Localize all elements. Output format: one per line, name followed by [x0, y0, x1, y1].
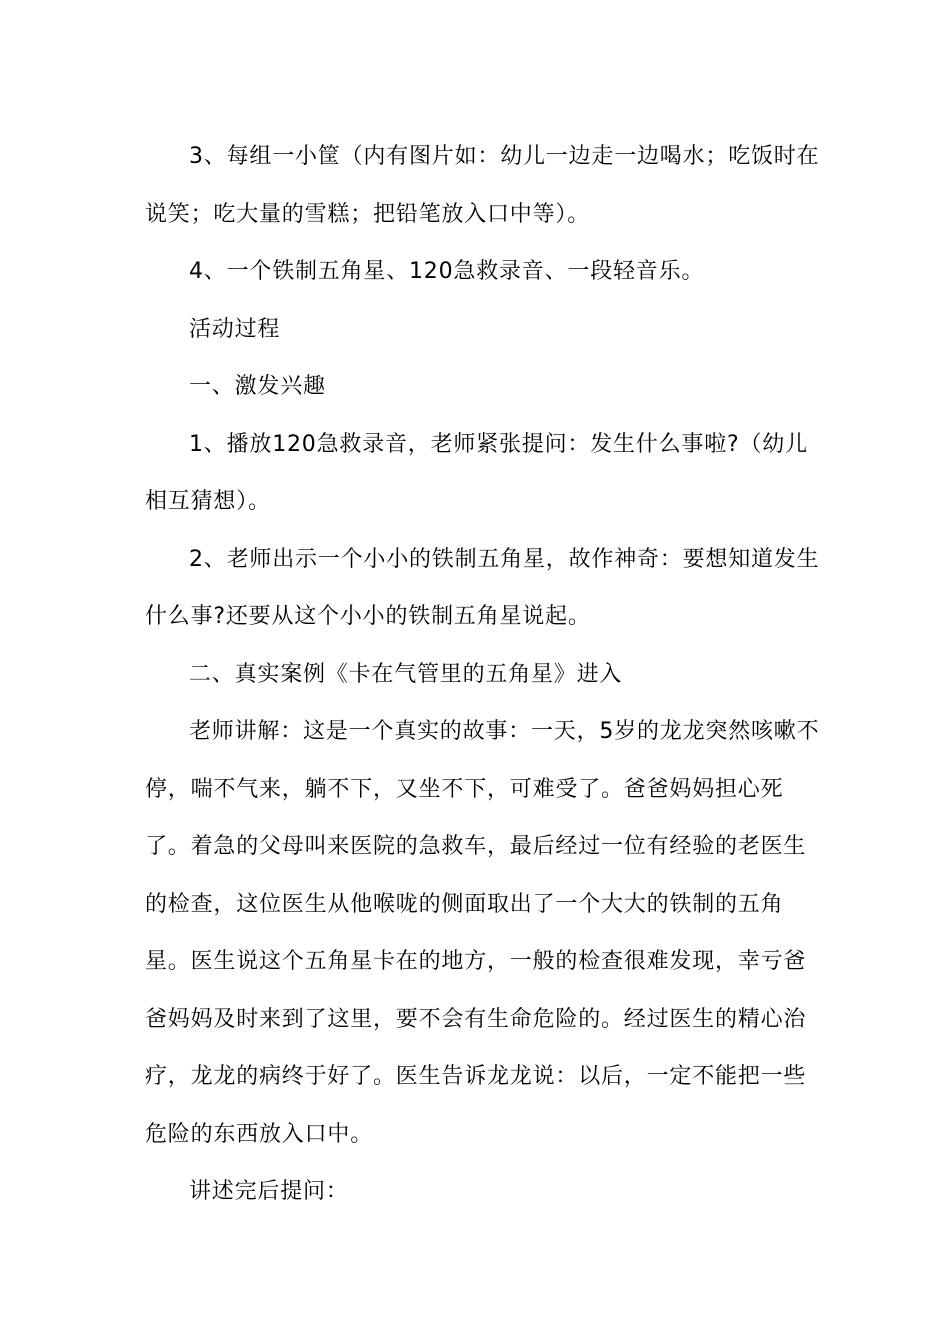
paragraph-step-2: 2、老师出示一个小小的铁制五角星，故作神奇：要想知道发生什么事?还要从这个小小的铁制五角星说起。 [145, 546, 820, 629]
paragraph-questions-intro: 讲述完后提问： [189, 1179, 349, 1204]
document-body [145, 128, 825, 1221]
subheading-real-case: 二、真实案例《卡在气管里的五角星》进入 [189, 661, 623, 687]
paragraph-materials-4: 4、一个铁制五角星、120急救录音、一段轻音乐。 [189, 259, 705, 284]
paragraph-materials-3: 3、每组一小筐（内有图片如：幼儿一边走一边喝水；吃饭时在说笑；吃大量的雪糕；把铅笔放入口中等）。 [145, 144, 820, 227]
paragraph-teacher-story: 老师讲解：这是一个真实的故事：一天，5岁的龙龙突然咳嗽不停，喘不气来，躺不下，又坐不下，可难受了。爸爸妈妈担心死了。着急的父母叫来医院的急救车，最后经过一位有经验的老医生的检查，这位医生从他喉咙的侧面取出了一个大大的铁制的五角星。医生说这个五角星卡在的地方，一般的检查很难发现，幸亏爸爸妈妈及时来到了这里，要不会有生命危险的。经过医生的精心治疗，龙龙的病终于好了。医生告诉龙龙说：以后，一定不能把一些危险的东西放入口中。 [145, 719, 820, 1147]
subheading-stimulate-interest: 一、激发兴趣 [189, 374, 326, 399]
section-heading-activity-process: 活动过程 [189, 316, 281, 342]
paragraph-step-1: 1、播放120急救录音，老师紧张提问：发生什么事啦?（幼儿相互猜想）。 [145, 431, 808, 514]
